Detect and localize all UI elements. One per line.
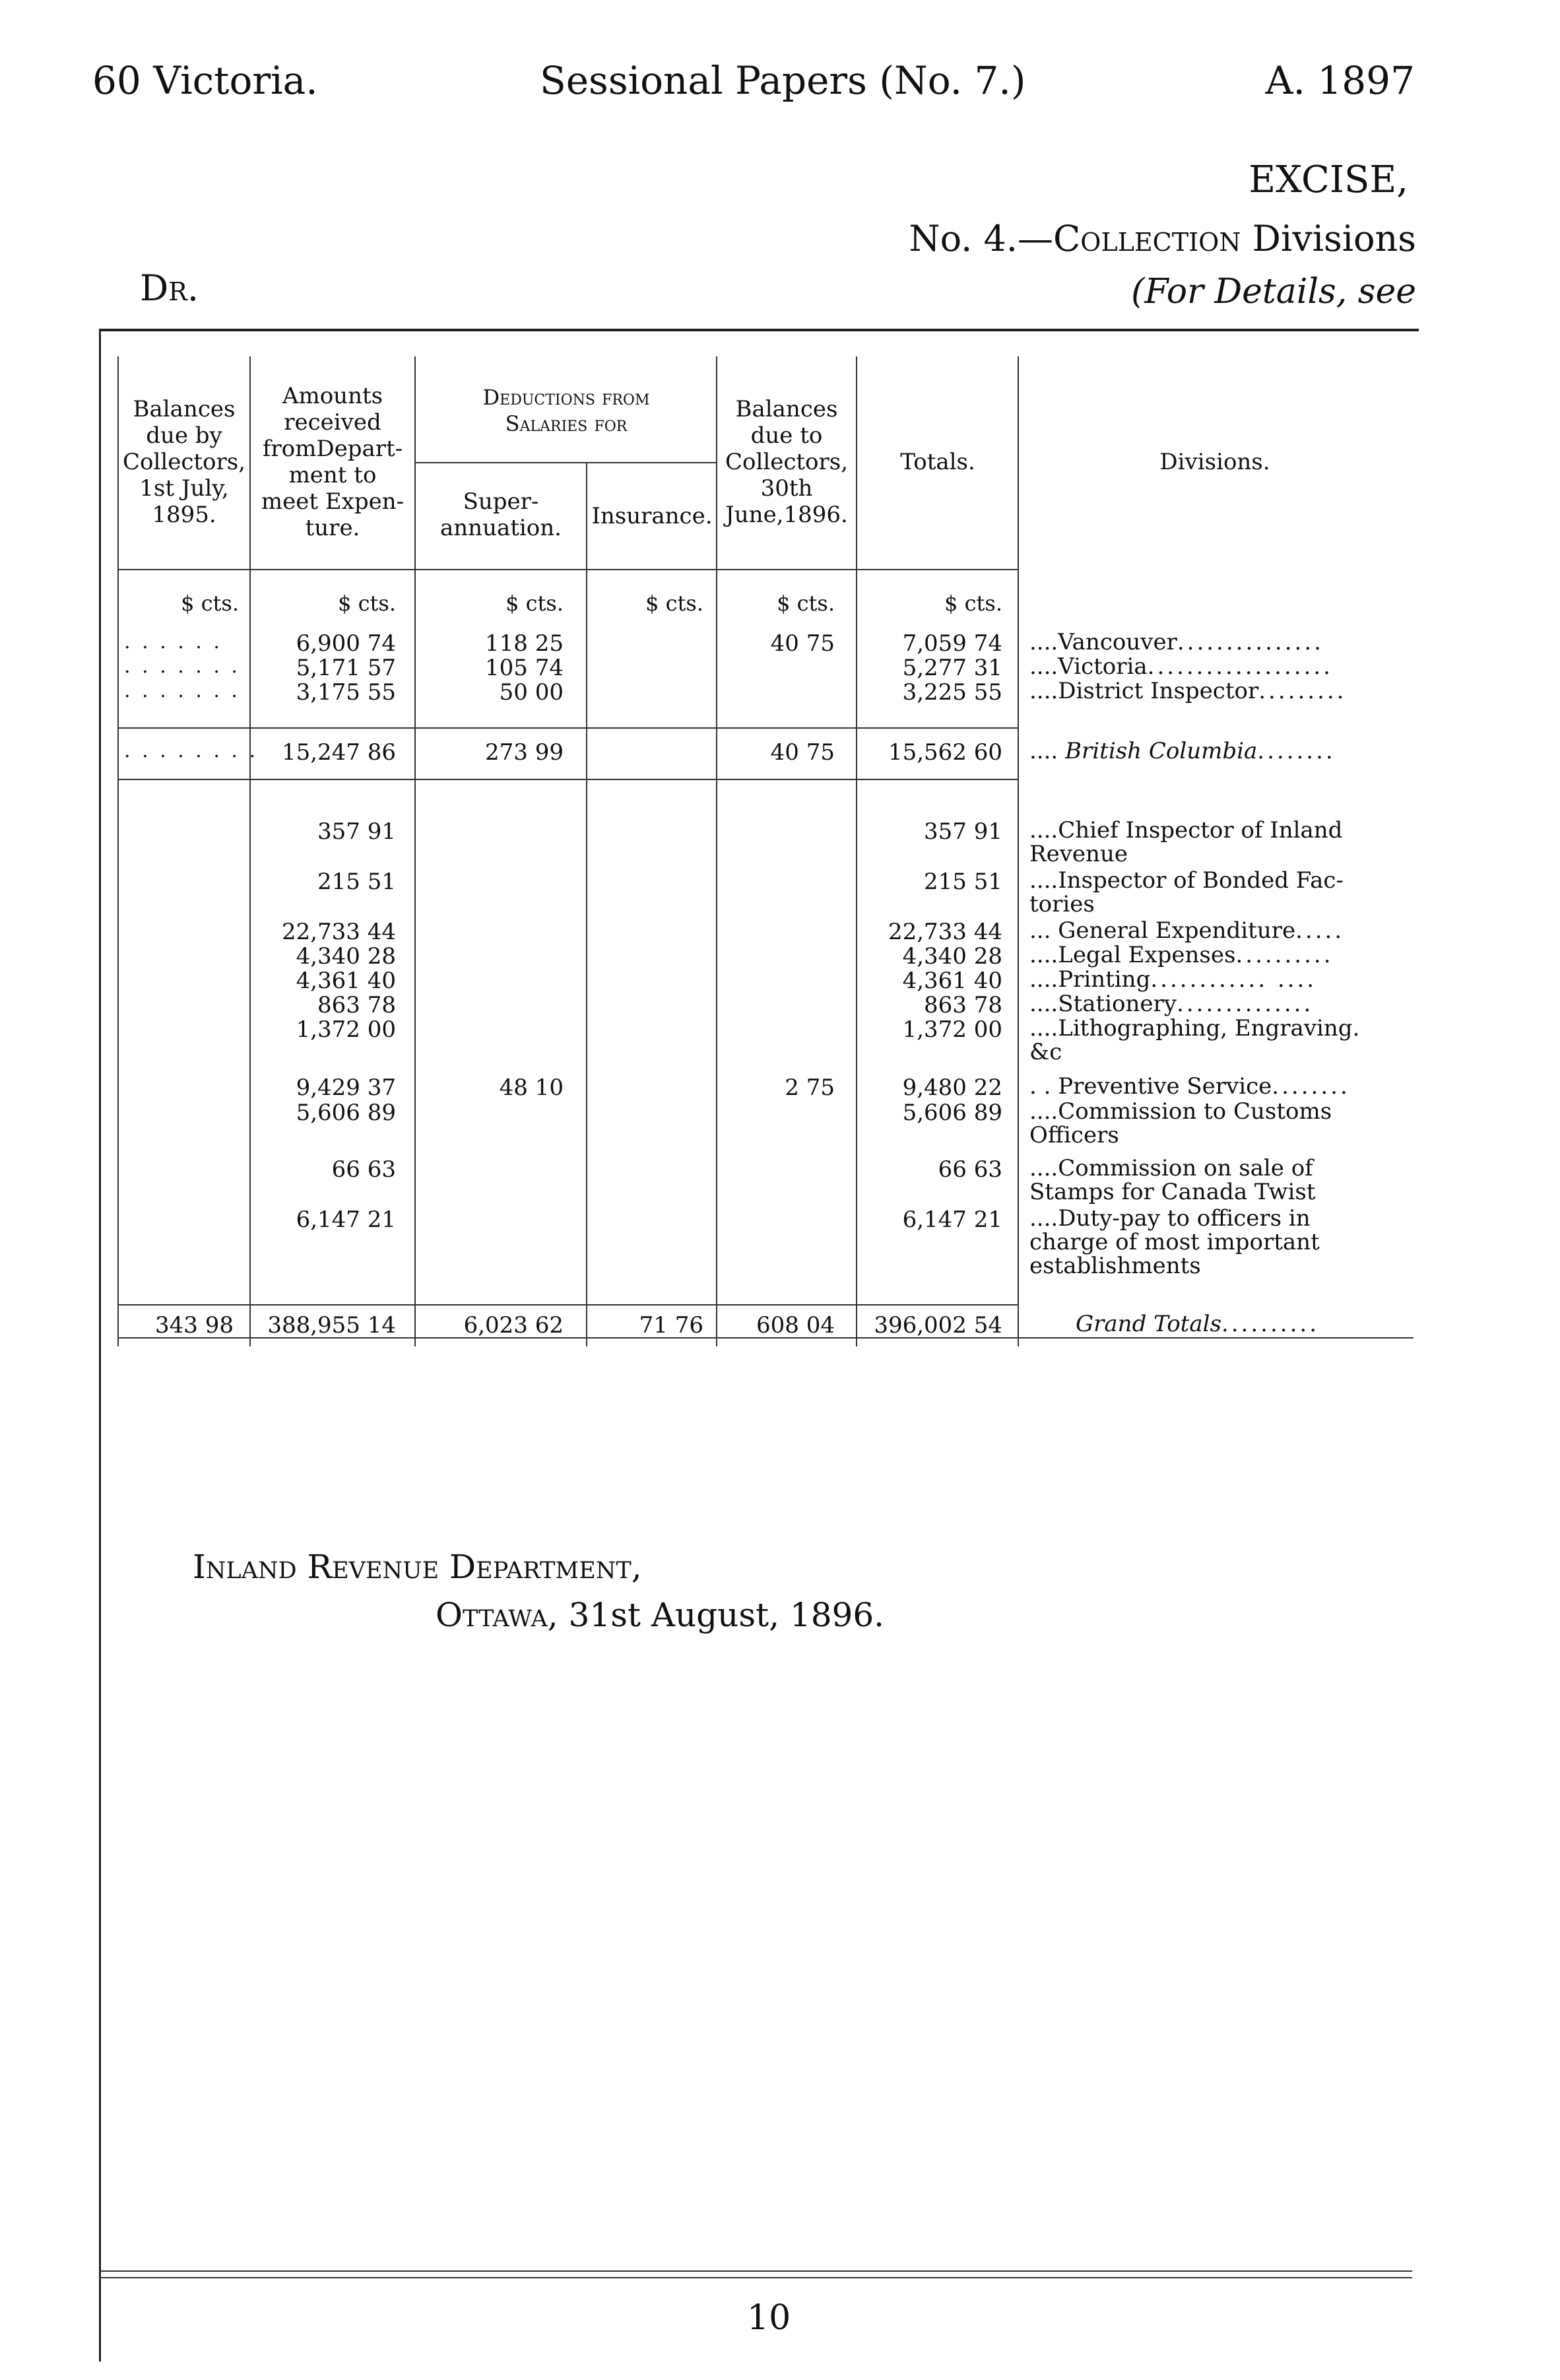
division-label: ....Commission on sale of Stamps for Canada Twist: [1029, 1155, 1316, 1205]
col-sep: [586, 462, 587, 1346]
cell-total: 6,147 21: [902, 1207, 1002, 1233]
cell-balance-1896: 2 75: [785, 1074, 835, 1101]
division-label: ....Lithographing, Engraving. &c: [1029, 1015, 1360, 1065]
place-date: [436, 1596, 884, 1634]
section-title: EXCISE,: [1249, 158, 1408, 201]
leader-dots: . . . . . . .: [124, 679, 240, 702]
division-label: ....Chief Inspector of Inland Revenue: [1029, 817, 1343, 867]
cell-amount: 388,955 14: [267, 1312, 396, 1339]
col-head-totals: Totals.: [900, 449, 975, 475]
col-sep: [1018, 356, 1019, 1346]
cell-amount: 4,361 40: [296, 968, 396, 994]
col-head-balances-1895: Balances due by Collectors, 1st July, 1895.: [122, 396, 246, 528]
division-label: .... British Columbia........: [1029, 738, 1336, 764]
cell-amount: 6,147 21: [296, 1207, 396, 1233]
page-bottom-rule: [99, 2270, 1412, 2272]
cell-amount: 22,733 44: [281, 919, 396, 945]
division-label: ....District Inspector.........: [1029, 678, 1347, 704]
cell-total: 5,277 31: [902, 655, 1002, 681]
cell-superannuation: 48 10: [499, 1074, 564, 1101]
division-label: ... General Expenditure.....: [1029, 917, 1345, 944]
cell-total: 22,733 44: [888, 919, 1002, 945]
cell-total: 1,372 00: [902, 1016, 1002, 1043]
col-sep: [249, 356, 251, 1346]
header-center: Sessional Papers (No. 7.): [540, 58, 1026, 103]
cell-amount: 3,175 55: [296, 679, 396, 706]
cell-amount: 4,340 28: [296, 943, 396, 970]
col-head-balances-1896: Balances due to Collectors, 30th June,1896.: [725, 396, 849, 528]
cell-total: 9,480 22: [902, 1074, 1002, 1101]
subtitle-collection: Collection: [1053, 218, 1241, 259]
division-label: ....Victoria...................: [1029, 653, 1333, 680]
cell-amount: 6,900 74: [296, 630, 396, 657]
col-head-amounts: Amounts received fromDepart- ment to meet Expen- ture.: [261, 383, 405, 541]
division-label: ....Commission to Customs Officers: [1029, 1098, 1332, 1148]
cell-balance-1896: 40 75: [770, 630, 835, 657]
unit-label: $ cts.: [944, 591, 1002, 616]
unit-label: $ cts.: [505, 591, 564, 616]
cell-amount: 5,171 57: [296, 655, 396, 681]
division-label: Grand Totals..........: [1076, 1311, 1319, 1337]
division-label: ....Vancouver...............: [1029, 629, 1324, 655]
table-subtitle: [909, 218, 1416, 259]
cell-superannuation: 118 25: [485, 630, 564, 657]
cell-superannuation: 6,023 62: [463, 1312, 564, 1339]
col-head-divisions: Divisions.: [1159, 449, 1270, 475]
cell-amount: 357 91: [317, 818, 396, 845]
cell-total: 4,340 28: [902, 943, 1002, 970]
col-head-insurance: Insurance.: [591, 503, 713, 529]
table-left-rule: [99, 329, 101, 2362]
cell-amount: 9,429 37: [296, 1074, 396, 1101]
col-sep: [716, 356, 717, 1346]
cell-total: 357 91: [924, 818, 1002, 845]
cell-insurance: 71 76: [639, 1312, 703, 1339]
cell-total: 396,002 54: [874, 1312, 1002, 1339]
unit-label: $ cts.: [338, 591, 396, 616]
cell-amount: 66 63: [331, 1156, 396, 1183]
cell-amount: 15,247 86: [281, 739, 396, 766]
division-label: ....Printing............ ....: [1029, 966, 1317, 993]
subtitle-divisions: Divisions: [1241, 218, 1416, 259]
division-label: . . Preventive Service........: [1029, 1073, 1350, 1100]
col-sep: [117, 356, 119, 1346]
page-bottom-rule-2: [99, 2277, 1412, 2278]
details-note: (For Details, see: [1131, 272, 1416, 312]
place-name: Ottawa: [436, 1596, 548, 1634]
unit-label: $ cts.: [645, 591, 703, 616]
unit-label: $ cts.: [777, 591, 835, 616]
subtotal-top-rule: [117, 727, 1018, 729]
cell-total: 7,059 74: [902, 630, 1002, 657]
cell-superannuation: 50 00: [499, 679, 564, 706]
cell-total: 863 78: [924, 992, 1002, 1018]
grand-total-top-rule: [117, 1304, 1018, 1306]
col-head-deductions: Deductions from Salaries for: [482, 385, 650, 436]
leader-dots: . . . . . . .: [124, 655, 240, 678]
unit-label: $ cts.: [181, 591, 239, 616]
leader-dots: . . . . . . . .: [124, 739, 259, 762]
header-bottom-rule: [117, 569, 1018, 570]
cell-amount: 215 51: [317, 869, 396, 895]
division-label: ....Stationery..............: [1029, 991, 1314, 1017]
cell-amount: 1,372 00: [296, 1016, 396, 1043]
division-label: ....Duty-pay to officers in charge of most important establishments: [1029, 1205, 1320, 1279]
cell-balance-1895: 343 98: [155, 1312, 234, 1339]
table-top-rule: [99, 329, 1419, 331]
subtotal-bottom-rule: [117, 779, 1018, 780]
date-text: , 31st August, 1896.: [547, 1596, 885, 1634]
division-label: ....Inspector of Bonded Fac- tories: [1029, 867, 1344, 917]
cell-total: 66 63: [938, 1156, 1002, 1183]
header-left: 60 Victoria.: [92, 58, 318, 103]
department-signature: Inland Revenue Department,: [193, 1548, 642, 1586]
col-sep: [856, 356, 857, 1346]
cell-total: 215 51: [924, 869, 1002, 895]
deductions-sub-rule: [414, 462, 716, 463]
page-number: 10: [747, 2298, 791, 2338]
leader-dots: . . . . . .: [124, 630, 222, 653]
cell-superannuation: 105 74: [485, 655, 564, 681]
cell-total: 5,606 89: [902, 1100, 1002, 1126]
cell-amount: 5,606 89: [296, 1100, 396, 1126]
col-sep: [414, 356, 416, 1346]
cell-total: 3,225 55: [902, 679, 1002, 706]
cell-balance-1896: 40 75: [770, 739, 835, 766]
col-head-superannuation: Super- annuation.: [440, 488, 562, 541]
cell-total: 4,361 40: [902, 968, 1002, 994]
header-right: A. 1897: [1265, 58, 1415, 103]
subtitle-number: No. 4.—: [909, 218, 1053, 259]
cell-balance-1896: 608 04: [756, 1312, 835, 1339]
debit-label: Dr.: [140, 267, 199, 309]
division-label: ....Legal Expenses..........: [1029, 942, 1334, 968]
cell-superannuation: 273 99: [485, 739, 564, 766]
cell-total: 15,562 60: [888, 739, 1002, 766]
cell-amount: 863 78: [317, 992, 396, 1018]
